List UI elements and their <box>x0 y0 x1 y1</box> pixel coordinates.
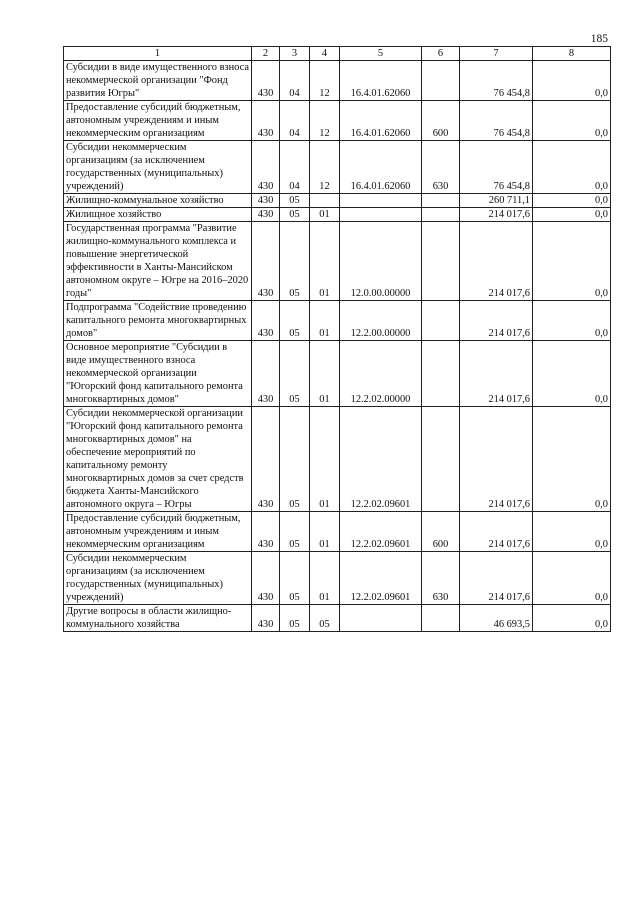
amount-cell: 0,0 <box>533 141 611 194</box>
table-row <box>64 61 611 101</box>
amount-cell: 76 454,8 <box>460 101 533 141</box>
target-item-cell: 12.2.02.09601 <box>340 407 422 512</box>
section-code-cell: 05 <box>280 512 310 552</box>
column-header: 6 <box>422 47 460 61</box>
target-item-cell <box>340 194 422 208</box>
amount-cell: 46 693,5 <box>460 605 533 632</box>
page-number: 185 <box>590 33 608 45</box>
row-name-cell: Предоставление субсидий бюджетным, автономным учреждениям и иным некоммерческим организациям <box>64 101 252 141</box>
row-name-cell: Субсидии некоммерческим организациям (за исключением государственных (муниципальных) учреждений) <box>64 141 252 194</box>
column-header: 7 <box>460 47 533 61</box>
admin-code-cell: 430 <box>252 512 280 552</box>
target-item-cell: 12.2.02.00000 <box>340 341 422 407</box>
target-item-cell: 12.0.00.00000 <box>340 222 422 301</box>
row-name-cell: Субсидии некоммерческой организации "Югорский фонд капитального ремонта многоквартирных домов" на обеспечение мероприятий по капитальному ремонту многоквартирных домов за счет средств бюджета Ханты-Мансийского автономного округа – Югры <box>64 407 252 512</box>
column-header: 1 <box>64 47 252 61</box>
section-code-cell: 04 <box>280 61 310 101</box>
target-item-cell: 16.4.01.62060 <box>340 101 422 141</box>
target-item-cell: 16.4.01.62060 <box>340 61 422 101</box>
amount-cell: 0,0 <box>533 301 611 341</box>
amount-cell: 214 017,6 <box>460 552 533 605</box>
subsection-code-cell <box>310 194 340 208</box>
expense-type-cell <box>422 61 460 101</box>
section-code-cell: 05 <box>280 194 310 208</box>
admin-code-cell: 430 <box>252 552 280 605</box>
table-row <box>64 101 611 141</box>
amount-cell: 76 454,8 <box>460 141 533 194</box>
table-row <box>64 512 611 552</box>
amount-cell: 0,0 <box>533 552 611 605</box>
row-name-cell: Субсидии некоммерческим организациям (за исключением государственных (муниципальных) учреждений) <box>64 552 252 605</box>
subsection-code-cell: 12 <box>310 141 340 194</box>
amount-cell: 0,0 <box>533 194 611 208</box>
amount-cell: 0,0 <box>533 101 611 141</box>
target-item-cell <box>340 208 422 222</box>
row-name-cell: Предоставление субсидий бюджетным, автономным учреждениям и иным некоммерческим организациям <box>64 512 252 552</box>
section-code-cell: 04 <box>280 101 310 141</box>
section-code-cell: 04 <box>280 141 310 194</box>
column-header: 5 <box>340 47 422 61</box>
admin-code-cell: 430 <box>252 61 280 101</box>
amount-cell: 0,0 <box>533 61 611 101</box>
expense-type-cell <box>422 222 460 301</box>
section-code-cell: 05 <box>280 301 310 341</box>
admin-code-cell: 430 <box>252 222 280 301</box>
table-row <box>64 141 611 194</box>
admin-code-cell: 430 <box>252 301 280 341</box>
section-code-cell: 05 <box>280 208 310 222</box>
target-item-cell <box>340 605 422 632</box>
column-header: 3 <box>280 47 310 61</box>
target-item-cell: 16.4.01.62060 <box>340 141 422 194</box>
table-row <box>64 208 611 222</box>
row-name-cell: Государственная программа "Развитие жилищно-коммунального комплекса и повышение энергетической эффективности в Ханты-Мансийском автономном округе – Югре на 2016–2020 годы" <box>64 222 252 301</box>
subsection-code-cell: 01 <box>310 341 340 407</box>
table-header-row <box>64 47 611 61</box>
expense-type-cell: 630 <box>422 552 460 605</box>
target-item-cell: 12.2.02.09601 <box>340 552 422 605</box>
expense-type-cell: 600 <box>422 101 460 141</box>
table-row <box>64 605 611 632</box>
section-code-cell: 05 <box>280 222 310 301</box>
table-row <box>64 407 611 512</box>
table-row <box>64 194 611 208</box>
row-name-cell: Жилищно-коммунальное хозяйство <box>64 194 252 208</box>
expense-type-cell <box>422 301 460 341</box>
admin-code-cell: 430 <box>252 341 280 407</box>
admin-code-cell: 430 <box>252 208 280 222</box>
subsection-code-cell: 01 <box>310 512 340 552</box>
budget-table <box>63 46 611 632</box>
expense-type-cell: 630 <box>422 141 460 194</box>
row-name-cell: Другие вопросы в области жилищно-коммунального хозяйства <box>64 605 252 632</box>
admin-code-cell: 430 <box>252 141 280 194</box>
amount-cell: 0,0 <box>533 605 611 632</box>
amount-cell: 214 017,6 <box>460 208 533 222</box>
amount-cell: 214 017,6 <box>460 341 533 407</box>
amount-cell: 0,0 <box>533 222 611 301</box>
subsection-code-cell: 01 <box>310 222 340 301</box>
amount-cell: 76 454,8 <box>460 61 533 101</box>
table-row <box>64 222 611 301</box>
amount-cell: 0,0 <box>533 407 611 512</box>
table-row <box>64 301 611 341</box>
admin-code-cell: 430 <box>252 605 280 632</box>
row-name-cell: Жилищное хозяйство <box>64 208 252 222</box>
row-name-cell: Субсидии в виде имущественного взноса некоммерческой организации "Фонд развития Югры" <box>64 61 252 101</box>
subsection-code-cell: 12 <box>310 101 340 141</box>
subsection-code-cell: 01 <box>310 208 340 222</box>
admin-code-cell: 430 <box>252 194 280 208</box>
amount-cell: 0,0 <box>533 512 611 552</box>
amount-cell: 0,0 <box>533 341 611 407</box>
subsection-code-cell: 01 <box>310 407 340 512</box>
section-code-cell: 05 <box>280 605 310 632</box>
expense-type-cell <box>422 194 460 208</box>
target-item-cell: 12.2.00.00000 <box>340 301 422 341</box>
expense-type-cell <box>422 605 460 632</box>
target-item-cell: 12.2.02.09601 <box>340 512 422 552</box>
admin-code-cell: 430 <box>252 407 280 512</box>
section-code-cell: 05 <box>280 407 310 512</box>
section-code-cell: 05 <box>280 341 310 407</box>
expense-type-cell <box>422 407 460 512</box>
amount-cell: 214 017,6 <box>460 222 533 301</box>
subsection-code-cell: 01 <box>310 301 340 341</box>
amount-cell: 214 017,6 <box>460 512 533 552</box>
column-header: 4 <box>310 47 340 61</box>
amount-cell: 214 017,6 <box>460 301 533 341</box>
table-row <box>64 552 611 605</box>
column-header: 8 <box>533 47 611 61</box>
column-header: 2 <box>252 47 280 61</box>
amount-cell: 214 017,6 <box>460 407 533 512</box>
subsection-code-cell: 12 <box>310 61 340 101</box>
subsection-code-cell: 01 <box>310 552 340 605</box>
table-row <box>64 341 611 407</box>
row-name-cell: Подпрограмма "Содействие проведению капитального ремонта многоквартирных домов" <box>64 301 252 341</box>
row-name-cell: Основное мероприятие "Субсидии в виде имущественного взноса некоммерческой организации "Югорский фонд капитального ремонта многоквартирных домов" <box>64 341 252 407</box>
expense-type-cell <box>422 341 460 407</box>
amount-cell: 0,0 <box>533 208 611 222</box>
admin-code-cell: 430 <box>252 101 280 141</box>
subsection-code-cell: 05 <box>310 605 340 632</box>
expense-type-cell <box>422 208 460 222</box>
expense-type-cell: 600 <box>422 512 460 552</box>
amount-cell: 260 711,1 <box>460 194 533 208</box>
section-code-cell: 05 <box>280 552 310 605</box>
